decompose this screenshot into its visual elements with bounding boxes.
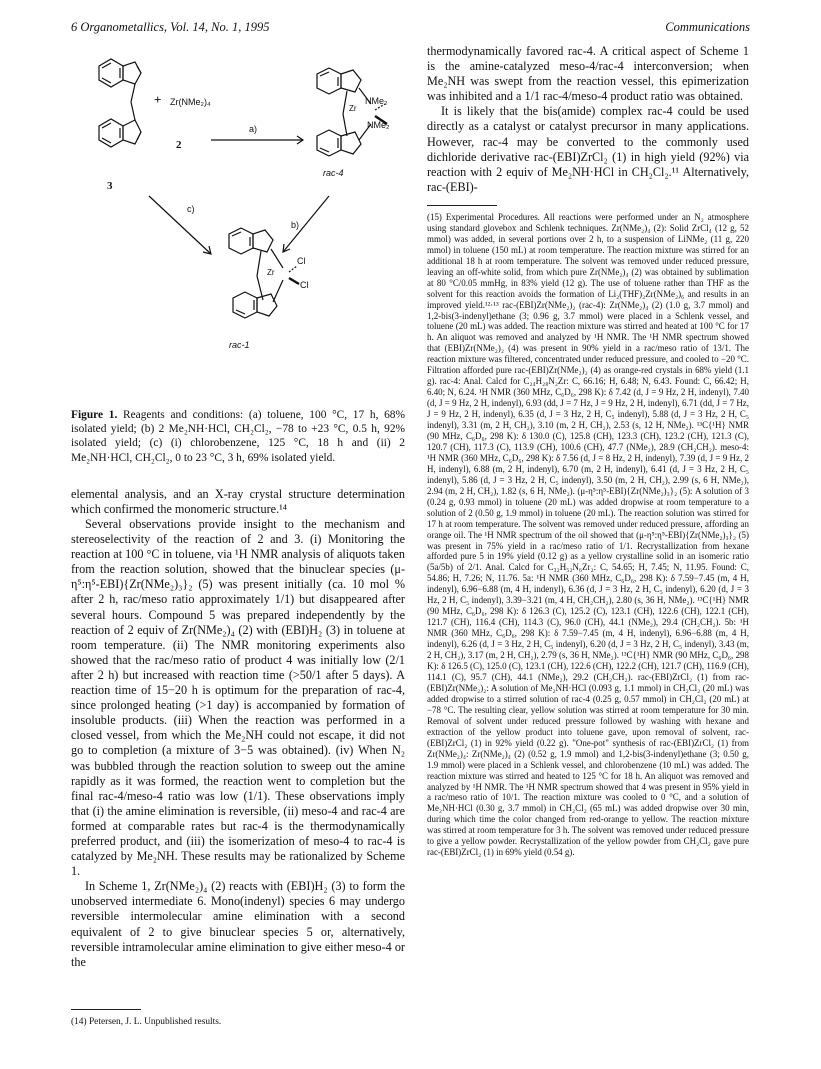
running-header-left: 6 Organometallics, Vol. 14, No. 1, 1995 (71, 20, 270, 34)
compound-2-label: 2 (176, 139, 182, 151)
footnote-rule-left (71, 1009, 141, 1010)
zr-bottom-label: Zr (267, 268, 275, 277)
cl-bottom-label: Cl (300, 280, 309, 290)
indene-bottom-structure (99, 119, 141, 147)
rac-4-label: rac-4 (323, 168, 344, 178)
nme2-top-label: NMe₂ (365, 96, 388, 106)
scheme-plus: + (154, 92, 162, 107)
figure-caption (71, 408, 405, 465)
arrow-b-label: b) (291, 220, 300, 230)
zr-top-label: Zr (349, 104, 357, 113)
rac-1-label: rac-1 (229, 340, 250, 350)
rac-1-structure (229, 228, 299, 318)
left-column (71, 44, 405, 970)
right-column (427, 44, 749, 858)
body-paragraph-1: elemental analysis, and an X-ray crystal structure determination which confirmed the monomeric structure.¹⁴ (71, 486, 405, 516)
arrow-c-label: c) (187, 204, 195, 214)
arrow-a-label: a) (249, 124, 258, 134)
reagent-zr-nme2-4: Zr(NMe₂)₄ (170, 97, 211, 107)
cl-top-label: Cl (297, 256, 306, 266)
body-paragraph-2: Several observations provide insight to the mechanism and stereoselectivity of the reaction of 2 and 3. (i) Monitoring the reaction at 100 °C in toluene, via ¹H NMR analysis of aliquots taken from the reaction solution, showed that the binuclear species (μ-η⁵:η⁵-EBI){Zr(NMe₂)₃}₂ (5) was present initially (ca. 10 mol % after 2 h, rac/meso ratio approximately 1/1) but disappeared after several hours. Compound 5 was prepared independently by the reaction of 2 equiv of Zr(NMe₂)₄ (2) with (EBI)H₂ (3) in toluene at room temperature. (ii) The NMR monitoring experiments also showed that the rac/meso ratio of product 4 was initially low (2/1 after 2 h) but increased with reaction time (>50/1 after 5 days). A reaction time of 15−20 h is optimum for the preparation of rac-4, since prolonged heating (>1 day) is accompanied by formation of insoluble products. (iii) When the reaction was performed in a closed vessel, from which the Me₂NH could not escape, it did not go to completion (a mixture of 3−5 was obtained). (iv) When N₂ was bubbled through the reaction solution to sweep out the amine rapidly as it was formed, the reaction went to completion but the final rac-4/meso-4 ratio was low (1/1). These observations imply that (i) the amine elimination is reversible, (ii) meso-4 and rac-4 are formed at comparable rates but rac-4 is the thermodynamically preferred product, and (iii) the isomerization of meso-4 to rac-4 is catalyzed by Me₂NH. These results may be rationalized by Scheme 1. (71, 517, 405, 879)
nme2-bottom-label: NMe₂ (367, 120, 390, 130)
footnote-15-experimental: (15) Experimental Procedures. All reactions were performed under an N₂ atmosphere using standard glovebox and Schlenk techniques. Zr(NMe₂)₄ (2): Solid ZrCl₄ (12 g, 52 mmol) was added, in several portions over 2 h, to a suspension of LiNMe₂ (11 g, 220 mmol) in toluene (150 mL) at room temperature. The reaction mixture was stirred for an additional 18 h at room temperature. The solvent was removed under reduced pressure, leaving an off-white solid, from which pure Zr(NMe₂)₄ (2) was obtained by sublimation at 80 °C/0.05 mmHg, in 83% yield (12 g). The use of toluene rather than THF as the solvent for this reaction avoids the formation of Li₂(THF)₂Zr(NMe₂)₆ and results in an improved yield.¹²·¹³ rac-(EBI)Zr(NMe₂)₂ (rac-4): Zr(NMe₂)₄ (2) (1.0 g, 3.7 mmol) and 1,2-bis(3-indenyl)ethane (3; 0.96 g, 3.7 mmol) were placed in a Schlenk vessel, and toluene (20 mL) was added. The reaction mixture was stirred and heated at 100 °C for 17 h. An aliquot was removed and analyzed by ¹H NMR. The ¹H NMR spectrum showed that (EBI)Zr(NMe₂)₂ (4) was present in 90% yield in a rac/meso ratio of 13/1. The reaction mixture was filtered, concentrated under reduced pressure, and cooled to −20 °C. Filtration afforded pure rac-(EBI)Zr(NMe₂)₂ (4) as orange-red crystals in 68% yield (1.1 g). rac-4: Anal. Calcd for C₂₄H₂₈N₂Zr: C, 66.16; H, 6.48; N, 6.43. Found: C, 66.42; H, 6.40; N, 6.24. ¹H NMR (360 MHz, C₆D₆, 298 K): δ 7.42 (d, J = 9 Hz, 2 H, indenyl), 7.40 (d, J = 9 Hz, 2 H, indenyl), 6.93 (dd, J = 7 Hz, J = 9 Hz, 2 H, indenyl), 6.71 (dd, J = 7 Hz, J = 9 Hz, 2 H, indenyl), 6.35 (d, J = 3 Hz, 2 H, C₅ indenyl), 5.88 (d, J = 3 Hz, 2 H, C₅ indenyl), 3.31 (m, 2 H, CH₂), 3.10 (m, 2 H, CH₂), 2.53 (s, 12 H, NMe₂). ¹³C{¹H} NMR (90 MHz, C₆D₆, 298 K): δ 130.0 (C), 125.8 (CH), 123.3 (CH), 123.2 (CH), 121.3 (C), 120.7 (CH), 117.3 (C), 113.9 (CH), 100.6 (CH), 47.7 (NMe₂), 28.9 (CH₂CH₂). meso-4: ¹H NMR (360 MHz, C₆D₆, 298 K): δ 7.56 (d, J = 8 Hz, 2 H, indenyl), 7.39 (d, J = 9 Hz, 2 H, indenyl), 6.88 (m, 2 H, indenyl), 6.70 (m, 2 H, indenyl), 6.41 (d, J = 3 Hz, 2 H, C₅ indenyl), 5.86 (d, J = 3 Hz, 2 H, C₅ indenyl), 3.50 (m, 2 H, CH₂), 2.99 (s, 6 H, NMe₂), 2.94 (m, 2 H, CH₂), 1.82 (s, 6 H, NMe₂). (μ-η⁵:η⁵-EBI){Zr(NMe₂)₃}₂ (5): A solution of 3 (0.24 g, 0.93 mmol) in toluene (20 mL) was added dropwise at room temperature to a solution of 2 (0.50 g, 1.9 mmol) in toluene (20 mL). The reaction solution was stirred for 17 h at room temperature. The solvent was removed under reduced pressure, affording an orange oil. The ¹H NMR spectrum of the oil showed that (μ-η⁵:η⁵-EBI){Zr(NMe₂)₃}₂ (5) was present in 75% yield in a rac/meso ratio of 1/1. Recrystallization from hexane afforded pure 5 in 19% yield (0.12 g) as a yellow crystalline solid in an isomeric ratio (5a/5b) of 2/1. Anal. Calcd for C₃₂H₅₂N₆Zr₂: C, 54.65; H, 7.45; N, 11.95. Found: C, 54.86; H, 7.26; N, 11.76. 5a: ¹H NMR (360 MHz, C₆D₆, 298 K): δ 7.59−7.45 (m, 4 H, indenyl), 6.96−6.88 (m, 4 H, indenyl), 6.36 (d, J = 3 Hz, 2 H, C₅ indenyl), 6.20 (d, J = 3 Hz, 2 H, C₅ indenyl), 3.39−3.21 (m, 4 H, CH₂CH₂), 2.80 (s, 36 H, NMe₂). ¹³C{¹H} NMR (90 MHz, C₆D₆, 298 K): δ 126.3 (C), 125.2 (C), 123.1 (CH), 122.6 (CH), 122.1 (CH), 121.7 (CH), 116.4 (CH), 114.3 (C), 96.0 (CH), 44.1 (NMe₂), 29.4 (CH₂CH₂). 5b: ¹H NMR (360 MHz, C₆D₆, 298 K): δ 7.59−7.45 (m, 4 H, indenyl), 6.96−6.88 (m, 4 H, indenyl), 6.26 (d, J = 3 Hz, 2 H, C₅ indenyl), 6.20 (d, J = 3 Hz, 2 H, C₅ indenyl), 3.43 (m, 2 H, CH₂), 3.17 (m, 2 H, CH₂), 2.79 (s, 36 H, NMe₂). ¹³C{¹H} NMR (90 MHz, C₆D₆, 298 K): δ 126.5 (C), 125.0 (C), 123.1 (CH), 122.6 (CH), 122.2 (CH), 121.7 (CH), 116.9 (CH), 114.1 (C), 95.7 (CH), 44.1 (NMe₂), 29.2 (CH₂CH₂). rac-(EBI)ZrCl₂ (1) from rac-(EBI)Zr(NMe₂)₂: A solution of Me₂NH·HCl (0.093 g, 1.1 mmol) in CH₂Cl₂ (20 mL) was added dropwise to a stirred solution of rac-4 (0.25 g, 0.57 mmol) in CH₂Cl₂ (20 mL) at −78 °C. The resulting clear, yellow solution was stirred at room temperature for 30 min. Removal of solvent under reduced pressure followed by washing with hexane and extraction of the yellow product into toluene gave, upon removal of solvent, rac-(EBI)ZrCl₂ (1) in 92% yield (0.22 g). "One-pot" synthesis of rac-(EBI)ZrCl₂ (1) from Zr(NMe₂)₄: Zr(NMe₂)₄ (2) (0.52 g, 1.9 mmol) and 1,2-bis(3-indenyl)ethane (3; 0.50 g, 1.9 mmol) were placed in a Schlenk vessel, and chlorobenzene (10 mL) was added. The reaction mixture was stirred and heated to 125 °C for 18 h. An aliquot was removed and analyzed by ¹H NMR. The ¹H NMR spectrum showed that 4 was present in 95% yield in a rac/meso ratio of 10/1. The reaction mixture was cooled to 0 °C, and a solution of Me₂NH·HCl (0.30 g, 3.7 mmol) in CH₂Cl₂ (65 mL) was added dropwise over 30 min, during which time the color changed from red-orange to yellow. The reaction mixture was stirred at room temperature for 3 h. The solvent was removed under reduced pressure to give a yellow powder. Recrystallization of the yellow powder from CH₂Cl₂ gave pure rac-(EBI)ZrCl₂ (1) in 69% yield (0.54 g). (427, 211, 749, 858)
figure-caption-label: Figure 1. (71, 409, 118, 421)
running-header-right: Communications (665, 20, 750, 34)
body-paragraph-4: thermodynamically favored rac-4. A critical aspect of Scheme 1 is the amine-catalyzed meso-4/rac-4 interconversion; when Me₂NH was swept from the reaction vessel, this epimerization was inhibited and a 1/1 rac-4/meso-4 product ratio was obtained. (427, 44, 749, 104)
figure-caption-text: Reagents and conditions: (a) toluene, 100 °C, 17 h, 68% isolated yield; (b) 2 Me₂NH·HCl, CH₂Cl₂, −78 to +23 °C, 0.5 h, 92% isolated yield; (c) (i) chlorobenzene, 125 °C, 18 h and (ii) 2 Me₂NH·HCl, CH₂Cl₂, 0 to 23 °C, 3 h, 69% isolated yield. (71, 409, 405, 464)
body-paragraph-5: It is likely that the bis(amide) complex rac-4 could be used directly as a catalyst or catalyst precursor in many applications. However, rac-4 may be converted to the commonly used dichloride derivative rac-(EBI)ZrCl₂ (1) in high yield (92%) via reaction with 2 equiv of Me₂NH·HCl in CH₂Cl₂.¹¹ Alternatively, rac-(EBI)- (427, 104, 749, 194)
body-paragraph-3: In Scheme 1, Zr(NMe₂)₄ (2) reacts with (EBI)H₂ (3) to form the unobserved intermediate 6. Mono(indenyl) species 6 may undergo reversible intermolecular amine elimination with a second equivalent of 2 to give binuclear species 5 or, alternatively, reversible intramolecular amine elimination to give either meso-4 or the (71, 879, 405, 969)
indene-top-structure (99, 59, 141, 87)
reaction-scheme-figure (71, 44, 405, 406)
scheme-drawing (71, 44, 405, 406)
footnote-rule-right (427, 205, 497, 206)
footnote-14: (14) Petersen, J. L. Unpublished results. (71, 1017, 222, 1027)
compound-3-label: 3 (107, 180, 113, 192)
